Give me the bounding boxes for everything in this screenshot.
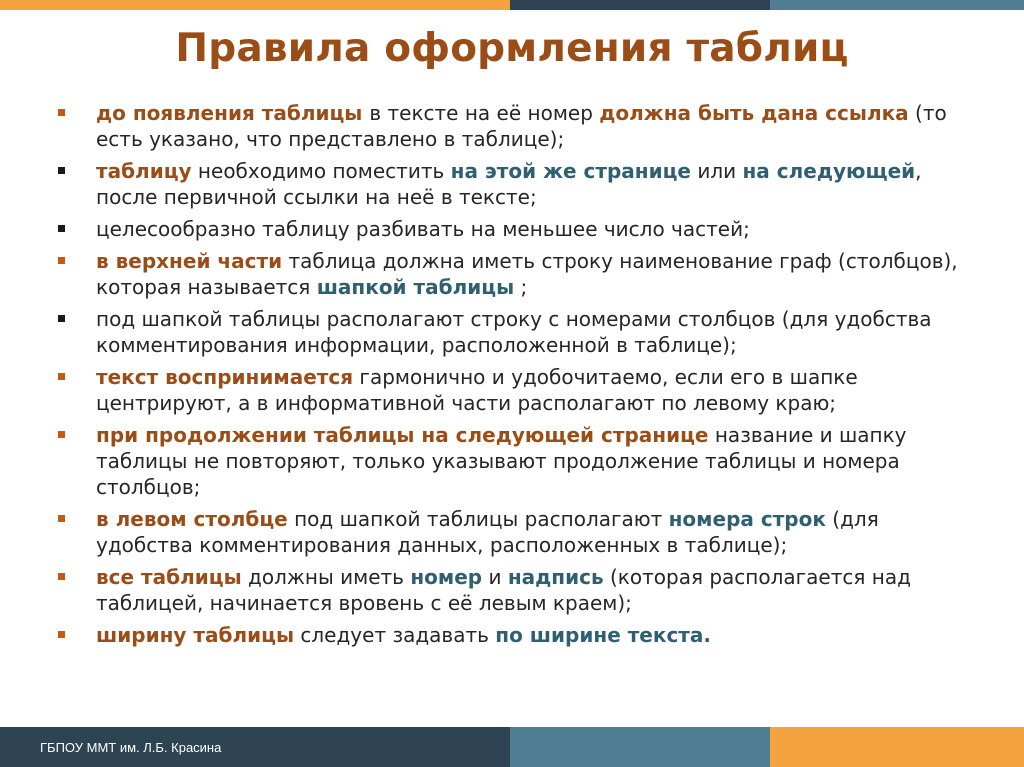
- bullet-square-icon: [58, 109, 65, 116]
- bullet-square-icon: [58, 315, 65, 322]
- highlighted-phrase: должна быть дана ссылка: [599, 101, 909, 125]
- highlighted-phrase: номер: [410, 565, 483, 589]
- highlighted-phrase: при продолжении таблицы на следующей странице: [96, 423, 709, 447]
- text-run: в тексте на её номер: [369, 101, 600, 125]
- top-bar-teal: [770, 0, 1024, 10]
- list-item: [58, 364, 958, 416]
- text-run: ;: [514, 275, 528, 299]
- highlighted-phrase: шапкой таблицы: [316, 275, 515, 299]
- highlighted-phrase: по ширине текста.: [495, 623, 711, 647]
- text-run: под шапкой таблицы располагают: [287, 507, 669, 531]
- list-item-text: [96, 216, 958, 242]
- bullet-square-icon: [58, 573, 65, 580]
- list-item: [58, 622, 958, 648]
- list-item: [58, 248, 958, 300]
- footer-label: ГБПОУ ММТ им. Л.Б. Красина: [40, 740, 222, 755]
- top-accent-bar: [0, 0, 1024, 10]
- list-item-text: [96, 100, 958, 152]
- list-item: [58, 506, 958, 558]
- text-run: , после первичной ссылки на неё в тексте;: [96, 159, 922, 209]
- highlighted-phrase: на этой же странице: [450, 159, 691, 183]
- list-item-text: [96, 158, 958, 210]
- text-run: следует задавать: [294, 623, 496, 647]
- list-item: [58, 216, 958, 242]
- highlighted-phrase: все таблицы: [96, 565, 242, 589]
- top-bar-orange: [0, 0, 510, 10]
- bullet-square-icon: [58, 515, 65, 522]
- text-run: и: [482, 565, 508, 589]
- highlighted-phrase: в верхней части: [96, 249, 283, 273]
- highlighted-phrase: надпись: [507, 565, 604, 589]
- list-item-text: [96, 564, 958, 616]
- list-item: [58, 564, 958, 616]
- bullet-square-icon: [58, 167, 65, 174]
- highlighted-phrase: в левом столбце: [96, 507, 288, 531]
- text-run: (для удобства комментирования данных, расположенных в таблице);: [96, 507, 879, 557]
- list-item-text: [96, 422, 958, 500]
- list-item-text: [96, 364, 958, 416]
- list-item-text: [96, 306, 958, 358]
- bullet-square-icon: [58, 373, 65, 380]
- text-run: целесообразно таблицу разбивать на меньшее число частей;: [96, 217, 750, 241]
- slide-title: Правила оформления таблиц: [175, 26, 849, 71]
- top-bar-dark: [510, 0, 770, 10]
- list-item-text: [96, 506, 958, 558]
- highlighted-phrase: ширину таблицы: [96, 623, 295, 647]
- text-run: название и шапку таблицы не повторяют, только указывают продолжение таблицы и номера столбцов;: [96, 423, 907, 499]
- text-run: должны иметь: [241, 565, 411, 589]
- footer-bar-teal: [510, 727, 770, 767]
- list-item: [58, 158, 958, 210]
- bullet-square-icon: [58, 431, 65, 438]
- bullet-square-icon: [58, 631, 65, 638]
- highlighted-phrase: таблицу: [96, 159, 192, 183]
- list-item-text: [96, 622, 958, 648]
- text-run: (то есть указано, что представлено в таблице);: [96, 101, 947, 151]
- list-item-text: [96, 248, 958, 300]
- bullet-square-icon: [58, 257, 65, 264]
- highlighted-phrase: до появления таблицы: [96, 101, 370, 125]
- list-item: [58, 422, 958, 500]
- list-item: [58, 306, 958, 358]
- text-run: таблица должна иметь строку наименование граф (столбцов), которая называется: [96, 249, 958, 299]
- text-run: под шапкой таблицы располагают строку с номерами столбцов (для удобства комментирования информации, расположенной в таблице);: [96, 307, 932, 357]
- highlighted-phrase: номера строк: [668, 507, 826, 531]
- footer-bar-orange: [770, 727, 1024, 767]
- bullet-list: [58, 100, 958, 654]
- highlighted-phrase: на следующей: [742, 159, 916, 183]
- list-item: [58, 100, 958, 152]
- highlighted-phrase: текст воспринимается: [96, 365, 354, 389]
- text-run: или: [690, 159, 743, 183]
- text-run: гармонично и удобочитаемо, если его в шапке центрируют, а в информативной части располагают по левому краю;: [96, 365, 858, 415]
- bullet-square-icon: [58, 225, 65, 232]
- text-run: необходимо поместить: [191, 159, 451, 183]
- text-run: (которая располагается над таблицей, начинается вровень с её левым краем);: [96, 565, 911, 615]
